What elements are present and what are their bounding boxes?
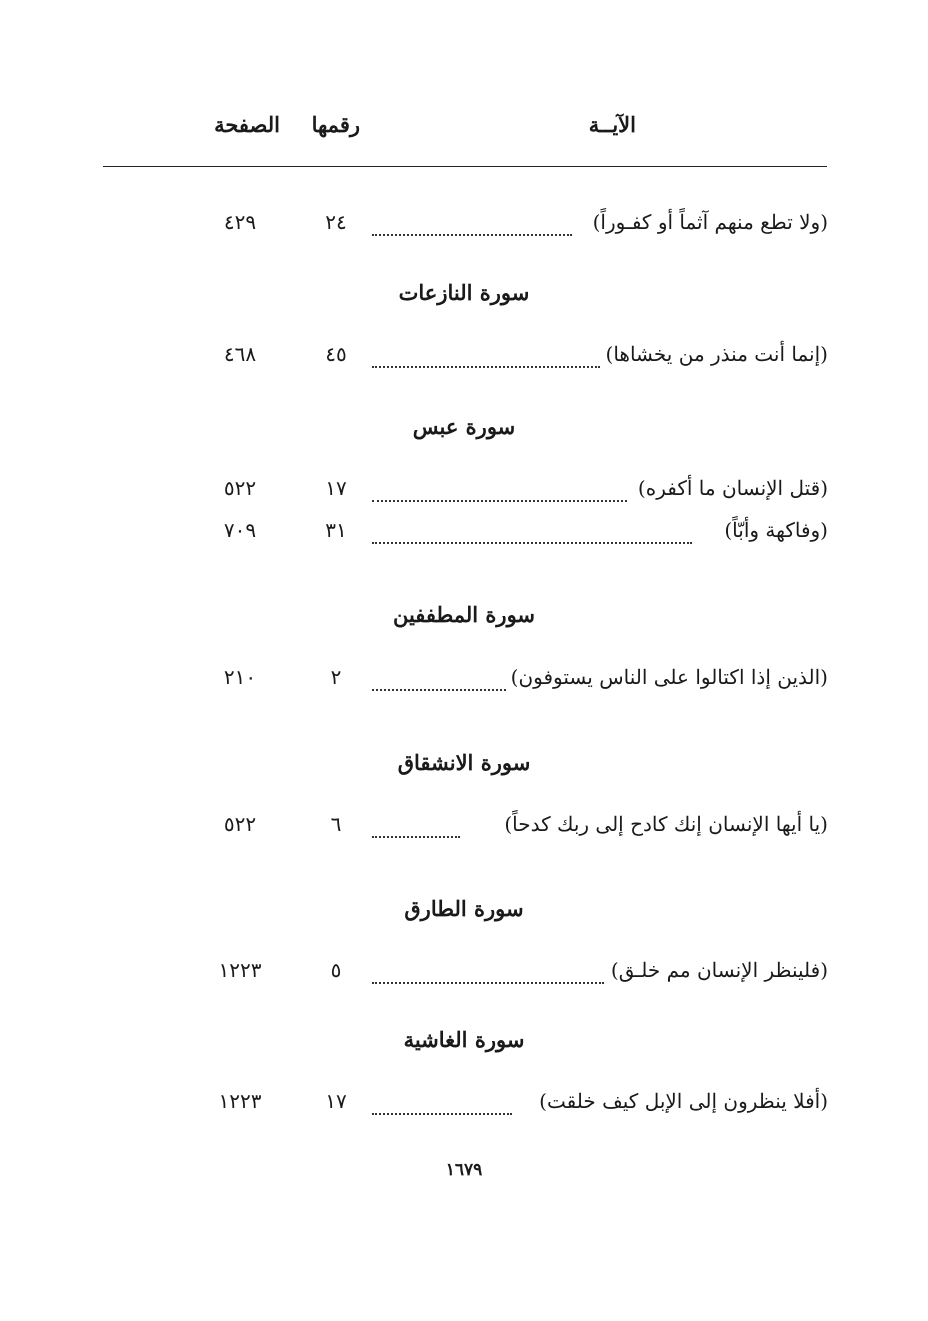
page-number: ٤٦٨: [223, 342, 257, 366]
leader-dots: [372, 689, 506, 691]
leader-dots: [372, 366, 600, 368]
ayah-number: ٢: [330, 665, 342, 689]
index-entry: [100, 476, 828, 510]
folio-page-number: ١٦٧٩: [445, 1160, 483, 1180]
surah-heading: سورة عبس: [412, 414, 516, 439]
page-number: ٥٢٢: [223, 812, 257, 836]
ayah-number: ٣١: [325, 518, 347, 542]
index-entry: [100, 518, 828, 552]
leader-dots: [372, 542, 692, 544]
ayah-text: (ولا تطع منهم آثماً أو كفـوراً): [592, 210, 828, 234]
page-number: ٥٢٢: [223, 476, 257, 500]
header-divider: [103, 166, 827, 167]
header-page-label: الصفحة: [214, 112, 280, 137]
header-ayah-label: الآيــة: [588, 112, 636, 137]
page-number: ٢١٠: [223, 665, 257, 689]
index-entry: [100, 1089, 828, 1123]
ayah-number: ١٧: [325, 1089, 347, 1113]
surah-heading: سورة الغاشية: [403, 1027, 525, 1052]
ayah-number: ٥: [330, 958, 342, 982]
ayah-text: (أفلا ينظرون إلى الإبل كيف خلقت): [539, 1089, 828, 1113]
page-number: ٤٢٩: [223, 210, 257, 234]
ayah-number: ٦: [330, 812, 342, 836]
leader-dots: [372, 1113, 512, 1115]
page-number: ٧٠٩: [223, 518, 257, 542]
ayah-text: (الذين إذا اكتالوا على الناس يستوفون): [510, 665, 828, 689]
page-number: ١٢٢٣: [218, 1089, 262, 1113]
ayah-text: (فلينظر الإنسان مم خلـق): [610, 958, 828, 982]
surah-heading: سورة الطارق: [404, 896, 524, 921]
surah-heading: سورة المطففين: [392, 602, 536, 627]
ayah-text: (وفاكهة وأبّاً): [724, 518, 828, 542]
index-entry: [100, 812, 828, 846]
ayah-number: ٢٤: [325, 210, 347, 234]
ayah-text: (قتل الإنسان ما أكفره): [637, 476, 828, 500]
ayah-number: ٤٥: [325, 342, 347, 366]
index-entry: [100, 210, 828, 244]
table-header: [100, 112, 828, 152]
leader-dots: [372, 836, 460, 838]
surah-heading: سورة الانشقاق: [397, 750, 531, 775]
ayah-text: (إنما أنت منذر من يخشاها): [605, 342, 828, 366]
index-entry: [100, 665, 828, 699]
leader-dots: [372, 982, 604, 984]
leader-dots: [372, 234, 572, 236]
header-number-label: رقمها: [311, 112, 360, 137]
page-number: ١٢٢٣: [218, 958, 262, 982]
ayah-text: (يا أيها الإنسان إنك كادح إلى ربك كدحاً): [504, 812, 828, 836]
surah-heading: سورة النازعات: [398, 280, 530, 305]
leader-dots: [372, 500, 627, 502]
index-entry: [100, 342, 828, 376]
index-entry: [100, 958, 828, 992]
ayah-number: ١٧: [325, 476, 347, 500]
